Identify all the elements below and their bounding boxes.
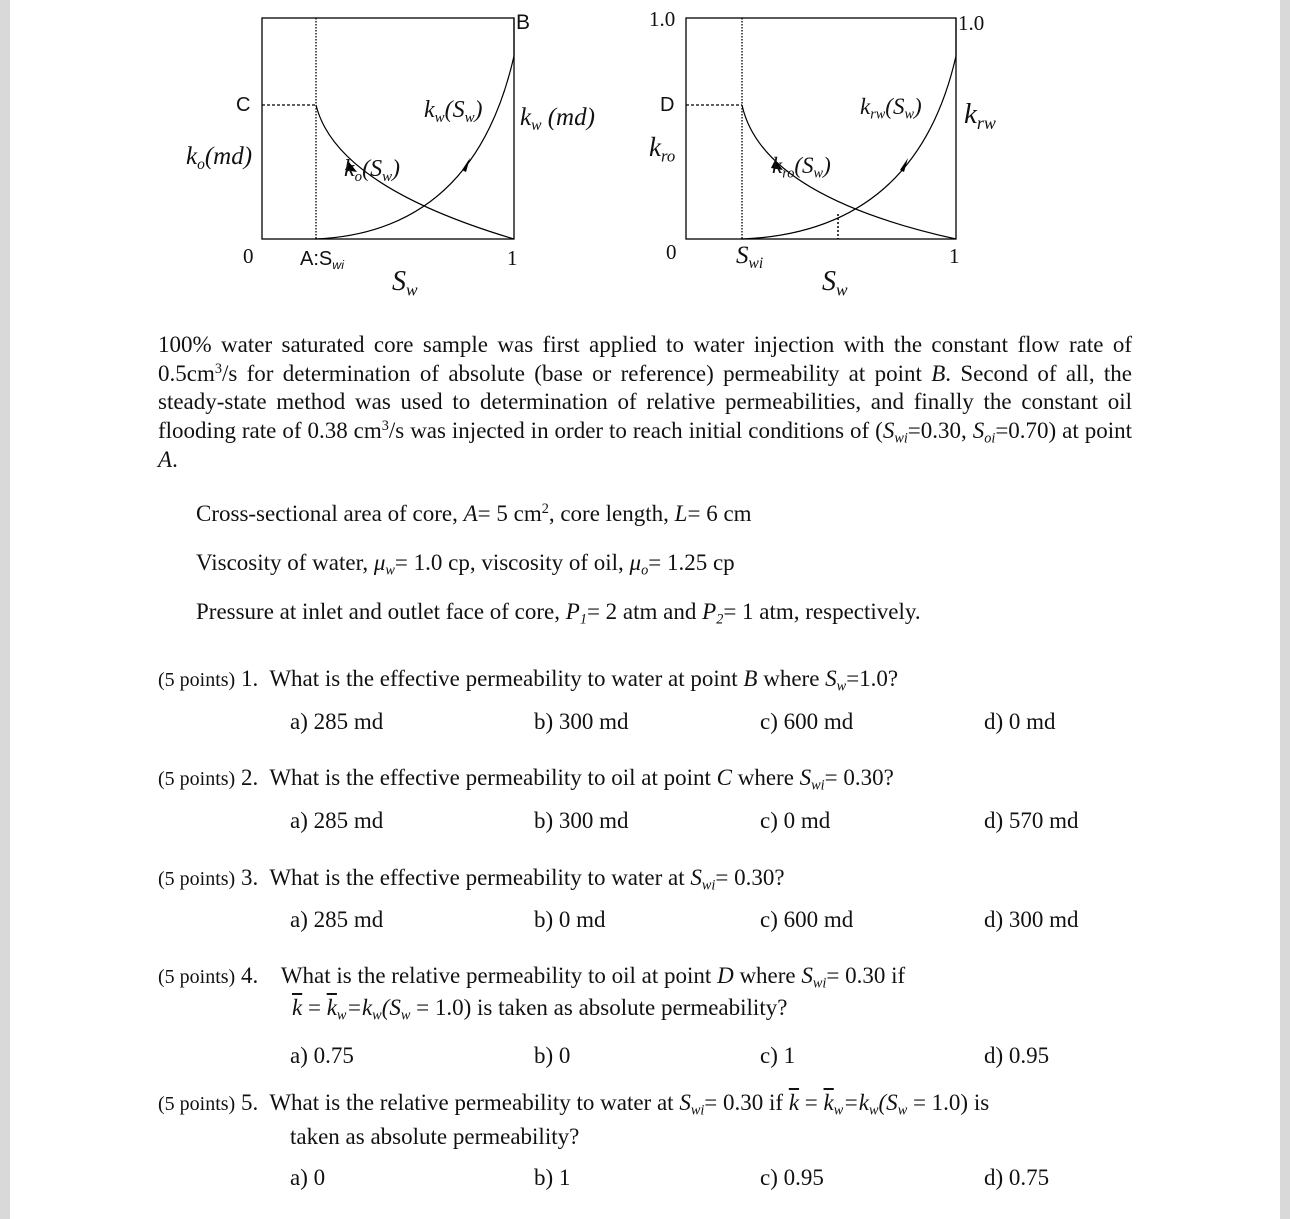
given-viscosities: Viscosity of water, $\mu_w= 1.0$ cp, viscosity of oil, $\mu_o= 1.25$ cp xyxy=(196,550,735,579)
q5-option-c[interactable]: c) 0.95 xyxy=(760,1165,824,1190)
question-5: (5 points) 5. What is the relative permeability to water at $S_{wi}= 0.30$ if $\overline{k} = \overline{k}_w=k_w(S_w = 1.0)$ is xyxy=(158,1090,990,1119)
ko-curve-label: $k_o(S_w)$ xyxy=(344,156,401,185)
question-3: (5 points) 3. What is the effective permeability to water at $S_{wi}= 0.30$? xyxy=(158,865,785,894)
q1-option-a[interactable]: a) 285 md xyxy=(290,709,384,734)
question-4: (5 points) 4. What is the relative permeability to oil at point D where $S_{wi}= 0.30$ if xyxy=(158,963,906,992)
right-sw-axis-label: $S_w$ xyxy=(822,266,848,300)
q4-option-b[interactable]: b) 0 xyxy=(534,1043,571,1068)
q3-option-a[interactable]: a) 285 md xyxy=(290,907,384,932)
krw-axis-label: $k_{rw}$ xyxy=(964,98,996,133)
kw-axis-label: $k_w$ (md) xyxy=(520,104,595,134)
left-axis-one: 1 xyxy=(507,246,518,270)
q1-option-b[interactable]: b) 300 md xyxy=(534,709,629,734)
right-swi-label: $S_{wi}$ xyxy=(736,242,764,272)
q3-option-d[interactable]: d) 300 md xyxy=(984,907,1079,932)
q2-option-a[interactable]: a) 285 md xyxy=(290,808,384,833)
q4-option-a[interactable]: a) 0.75 xyxy=(290,1043,354,1068)
q3-option-b[interactable]: b) 0 md xyxy=(534,907,606,932)
problem-description: 100% water saturated core sample was first applied to water injection with the constant flow rate of $0.5cm^3/s$ for determination of absolute (base or reference) permeability at point B. Second of all, the steady-state method was used to determination of relative permeabilities, and finally the constant oil flooding rate of 0.38 $cm^3/s$ was injected in order to reach initial conditions of ($S_{wi}=0.30$, $S_{oi}=0.70$) at point A. xyxy=(158,332,1132,472)
q1-option-d[interactable]: d) 0 md xyxy=(984,709,1056,734)
q5-option-d[interactable]: d) 0.75 xyxy=(984,1165,1050,1190)
swi-point-a-label: $A:S_{wi}$ xyxy=(300,248,344,272)
kw-curve-label: $k_w(S_w)$ xyxy=(424,97,483,126)
right-top-right-one: 1.0 xyxy=(958,11,985,35)
q3-option-c[interactable]: c) 600 md xyxy=(760,907,854,932)
given-core-dimensions: Cross-sectional area of core, A= 5 $cm^2$, core length, L= 6 cm xyxy=(196,501,752,526)
label-c: C xyxy=(236,94,251,116)
question-5-line2: taken as absolute permeability? xyxy=(290,1124,580,1149)
question-2: (5 points) 2. What is the effective permeability to oil at point C where $S_{wi}= 0.30$? xyxy=(158,765,894,794)
q1-option-c[interactable]: c) 600 md xyxy=(760,709,854,734)
ko-axis-label: $k_o(md)$ xyxy=(186,143,253,173)
right-plot-frame xyxy=(686,18,956,239)
left-sw-axis-label: $S_w$ xyxy=(392,266,418,300)
right-top-left-one: 1.0 xyxy=(649,7,676,31)
q5-option-b[interactable]: b) 1 xyxy=(534,1165,571,1190)
q4-option-c[interactable]: c) 1 xyxy=(760,1043,796,1068)
q2-option-b[interactable]: b) 300 md xyxy=(534,808,629,833)
q5-option-a[interactable]: a) 0 xyxy=(290,1165,326,1190)
kro-axis-label: $k_{ro}$ xyxy=(649,132,676,166)
label-d: D xyxy=(660,94,675,116)
kro-curve-label: $k_{ro}(S_w)$ xyxy=(772,153,831,182)
given-pressures: Pressure at inlet and outlet face of core, $P_1= 2$ atm and $P_2= 1$ atm, respectively. xyxy=(196,599,921,628)
kw-curve xyxy=(316,18,514,239)
label-b: B xyxy=(516,11,531,34)
document-page xyxy=(10,0,1280,1219)
left-origin-zero: 0 xyxy=(243,244,254,268)
question-1: (5 points) 1. What is the effective permeability to water at point B where $S_w=1.0$? xyxy=(158,666,899,695)
q2-option-d[interactable]: d) 570 md xyxy=(984,808,1079,833)
right-origin-zero: 0 xyxy=(666,240,677,264)
question-4-equation-line: $\overline{k} = \overline{k}_w=k_w(S_w = 1.0)$ is taken as absolute permeability? xyxy=(292,995,788,1024)
left-plot-frame xyxy=(262,18,514,239)
q4-option-d[interactable]: d) 0.95 xyxy=(984,1043,1050,1068)
kw-curve-arrow xyxy=(462,158,470,172)
q2-option-c[interactable]: c) 0 md xyxy=(760,808,831,833)
right-axis-one: 1 xyxy=(949,244,960,268)
krw-curve-label: $k_{rw}(S_w)$ xyxy=(860,94,922,123)
